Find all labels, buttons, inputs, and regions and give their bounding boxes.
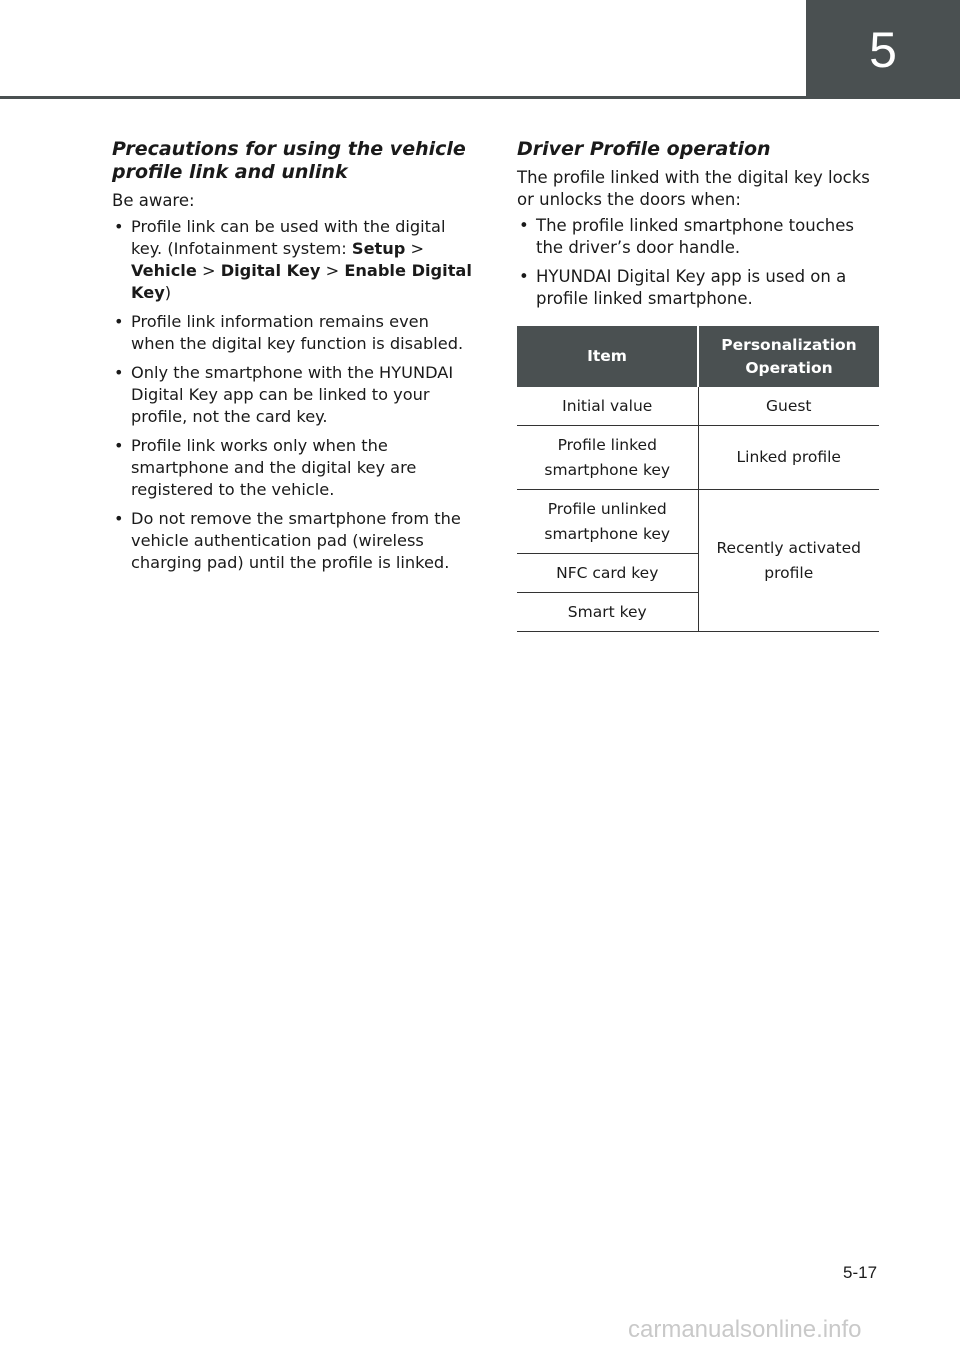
bullet-icon: • bbox=[519, 216, 529, 235]
precautions-section bbox=[112, 138, 472, 581]
header-rule bbox=[0, 96, 806, 99]
driver-profile-heading: Driver Profile operation bbox=[517, 138, 771, 160]
table-header-row bbox=[517, 326, 879, 387]
list-item bbox=[112, 216, 472, 304]
list-item: • The profile linked smartphone touches the driver’s door handle. bbox=[519, 216, 854, 257]
cell-item: Profile linked smartphone key bbox=[517, 426, 698, 490]
chapter-tab bbox=[806, 0, 960, 99]
driver-profile-list bbox=[517, 215, 879, 310]
list-item bbox=[112, 435, 472, 501]
menu-path-term: Setup bbox=[351, 239, 406, 258]
menu-path-term: Vehicle bbox=[131, 261, 197, 280]
cell-operation: Linked profile bbox=[698, 426, 879, 490]
bullet-text: ) bbox=[164, 283, 172, 302]
precautions-list bbox=[112, 216, 472, 574]
bullet-icon: • bbox=[114, 436, 124, 455]
table-row bbox=[517, 426, 879, 490]
bullet-text: Profile link can be used with the digital key. (Infotainment system: bbox=[131, 217, 446, 258]
profile-operation-table bbox=[517, 326, 879, 632]
header-item: Item bbox=[517, 326, 698, 387]
bullet-text: Profile link works only when the smartphone and the digital key are registered to the vehicle. bbox=[131, 436, 417, 499]
table-row bbox=[517, 490, 879, 554]
bullet-text: Profile link information remains even when the digital key function is disabled. bbox=[131, 312, 464, 353]
menu-path-term: Digital Key bbox=[220, 261, 321, 280]
table-row bbox=[517, 387, 879, 426]
cell-item: Smart key bbox=[517, 593, 698, 632]
bullet-icon: • bbox=[114, 509, 124, 528]
driver-profile-lead: The profile linked with the digital key locks or unlocks the doors when: bbox=[517, 168, 870, 209]
bullet-icon: • bbox=[114, 363, 124, 382]
cell-item: Profile unlinked smartphone key bbox=[517, 490, 698, 554]
list-item bbox=[112, 508, 472, 574]
bullet-icon: • bbox=[519, 267, 529, 286]
menu-path-term: Enable Digital Key bbox=[131, 261, 472, 302]
cell-operation: Recently activated profile bbox=[698, 490, 879, 632]
bullet-icon: • bbox=[114, 217, 124, 236]
bullet-text: > bbox=[196, 261, 221, 280]
cell-operation: Guest bbox=[698, 387, 879, 426]
page-number: 5-17 bbox=[843, 1263, 878, 1282]
bullet-text: Only the smartphone with the HYUNDAI Digital Key app can be linked to your profile, not the card key. bbox=[131, 363, 454, 426]
cell-item: Initial value bbox=[517, 387, 698, 426]
precautions-heading: Precautions for using the vehicle profile link and unlink bbox=[112, 138, 466, 183]
list-item bbox=[112, 311, 472, 355]
watermark: carmanualsonline.info bbox=[628, 1316, 862, 1343]
bullet-text: Do not remove the smartphone from the vehicle authentication pad (wireless charging pad) until the profile is linked. bbox=[131, 509, 461, 572]
header-operation: Personalization Operation bbox=[698, 326, 879, 387]
chapter-number: 5 bbox=[869, 21, 897, 78]
bullet-icon: • bbox=[114, 312, 124, 331]
driver-profile-section bbox=[517, 138, 879, 632]
bullet-text: > bbox=[405, 239, 425, 258]
list-item: • HYUNDAI Digital Key app is used on a profile linked smartphone. bbox=[519, 267, 847, 308]
precautions-lead: Be aware: bbox=[112, 191, 195, 210]
list-item bbox=[112, 362, 472, 428]
bullet-text: > bbox=[320, 261, 345, 280]
cell-item: NFC card key bbox=[517, 554, 698, 593]
